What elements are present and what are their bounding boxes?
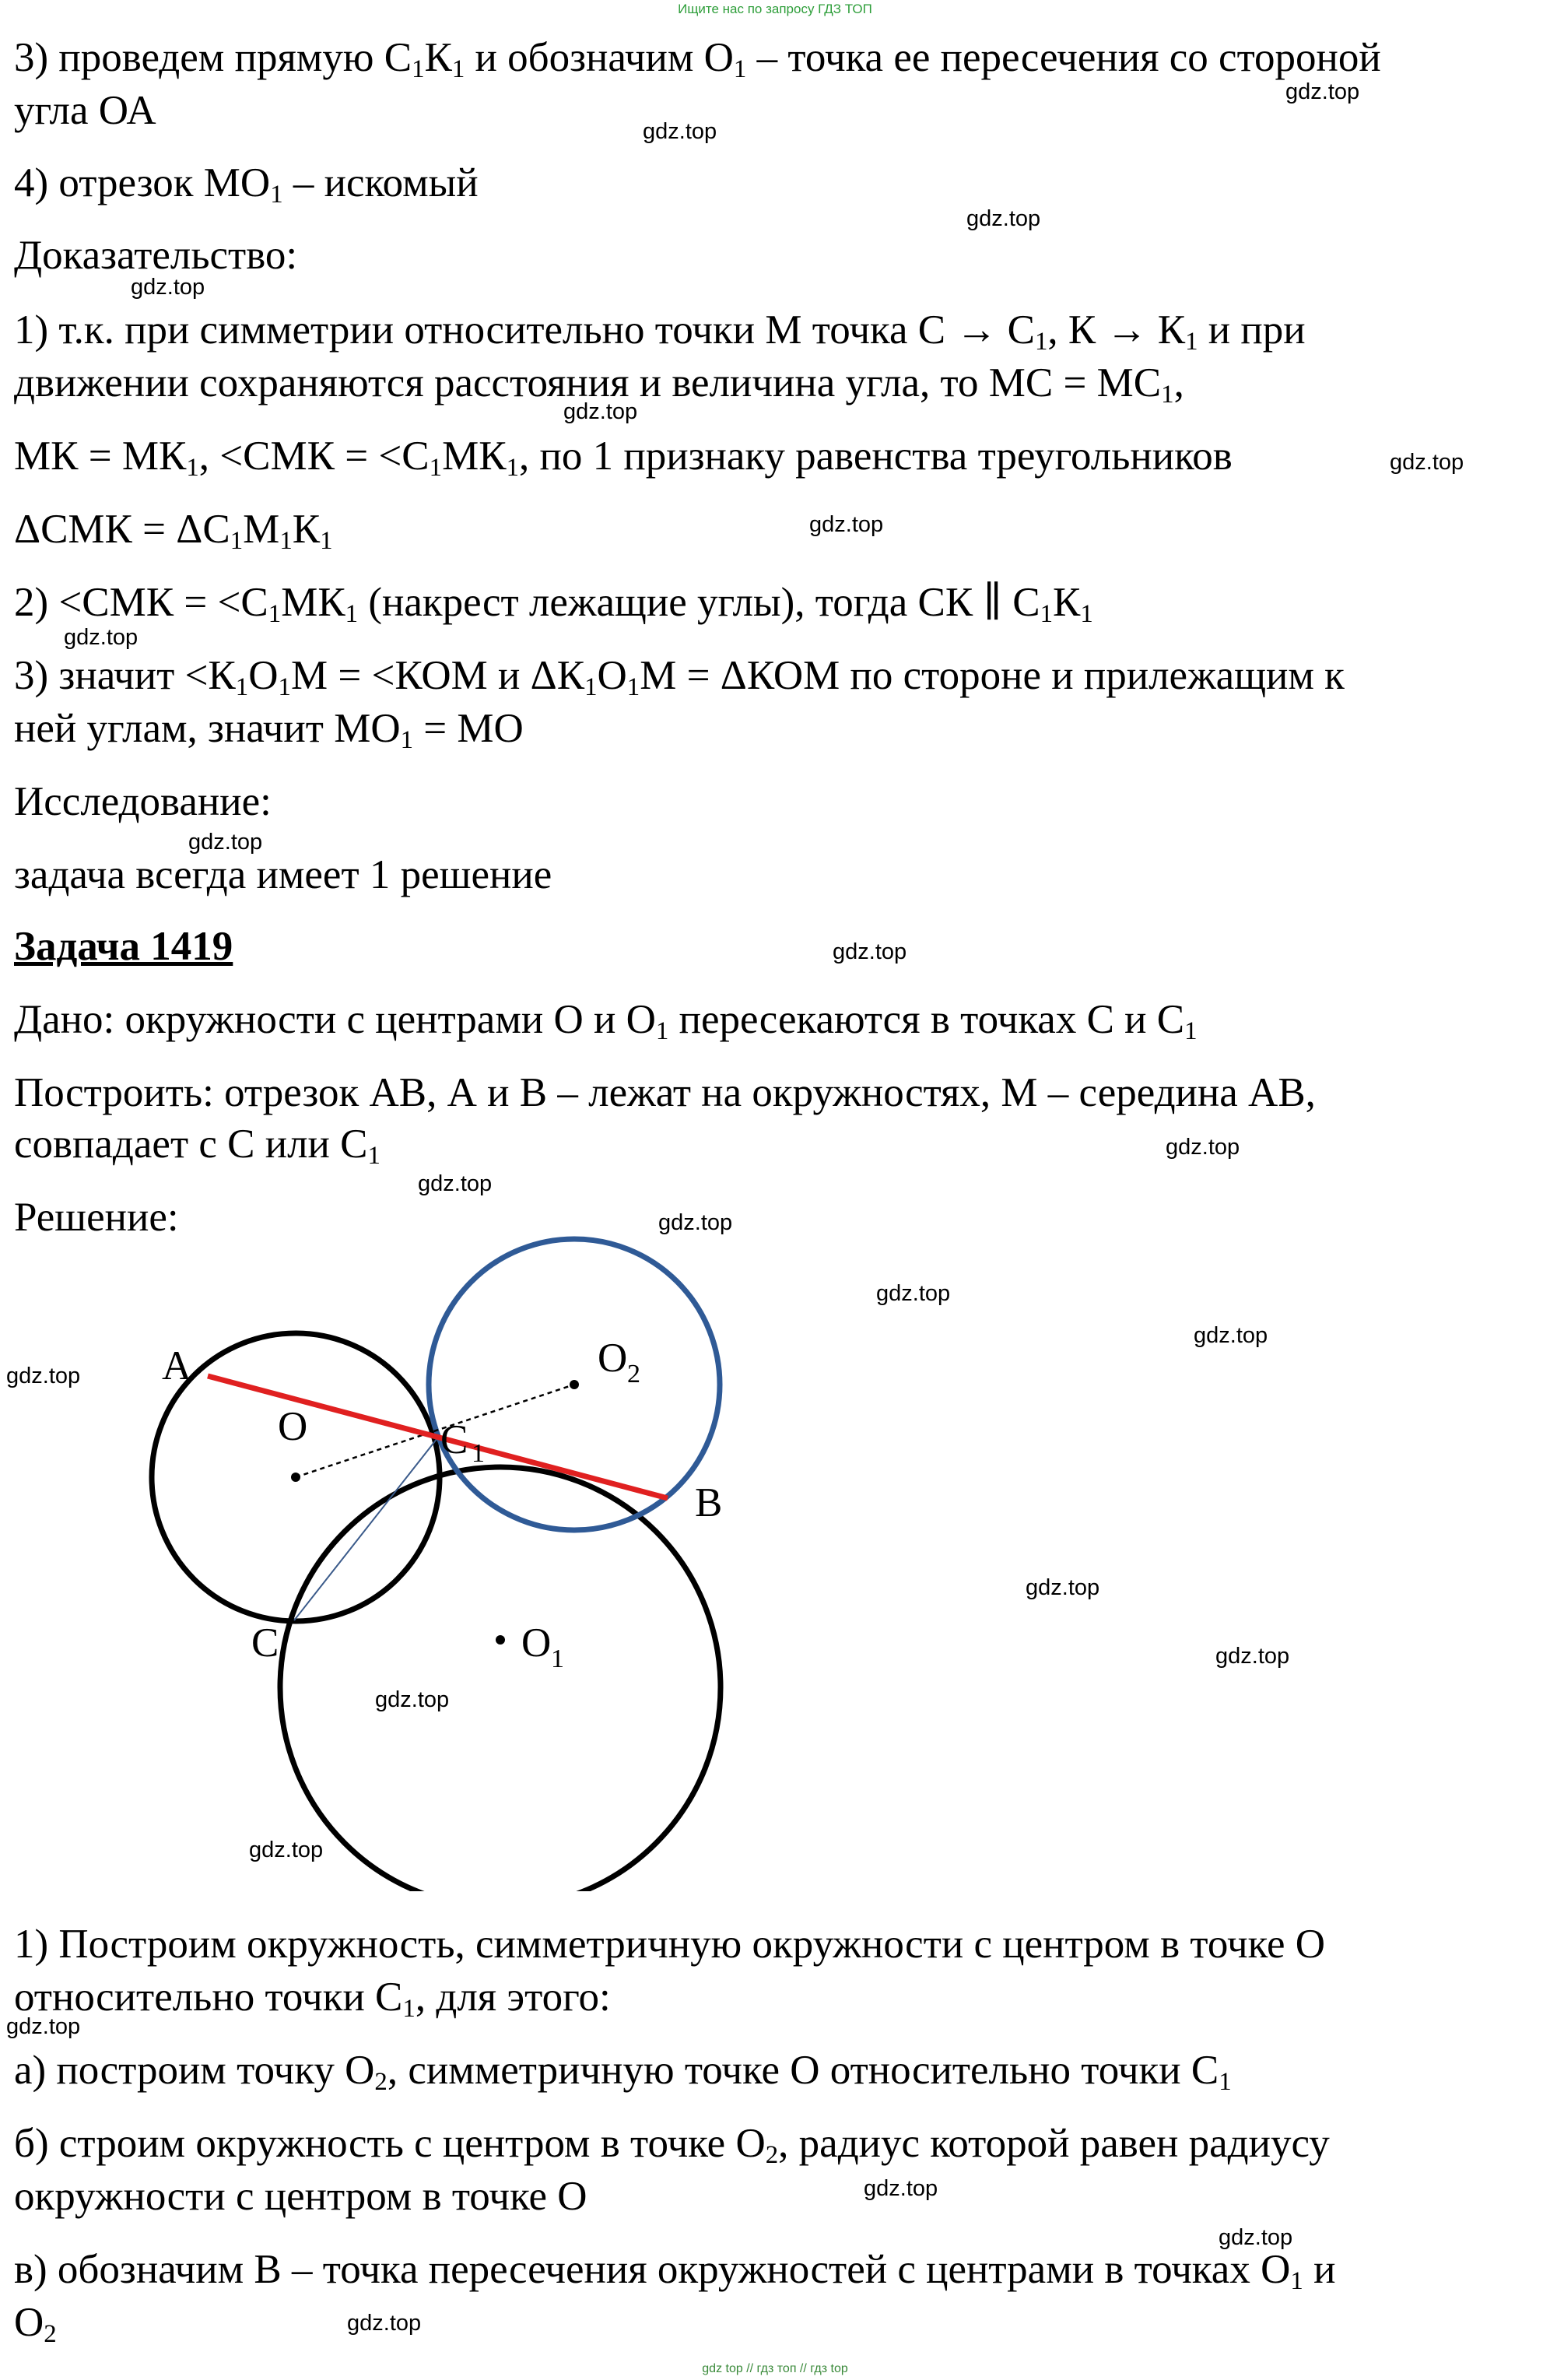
step-a-line: а) построим точку $О_2$, симметричную точке О относительно точки $С_1$	[14, 2048, 1232, 2097]
geometry-figure	[0, 1230, 1550, 1891]
text-line-1: 3) проведем прямую $С_1К_1$ и обозначим $О_1$ – точка ее пересечения со стороной	[14, 35, 1381, 84]
watermark: gdz.top	[1215, 1644, 1290, 1669]
label-b: B	[695, 1480, 723, 1525]
step-1-line-1: 1) Построим окружность, симметричную окружности с центром в точке О	[14, 1922, 1326, 1967]
step-b-line-1: б) строим окружность с центром в точке $О_2$, радиус которой равен радиусу	[14, 2121, 1330, 2170]
watermark: gdz.top	[418, 1171, 493, 1196]
label-o2: O	[598, 1336, 628, 1381]
label-a: A	[162, 1343, 192, 1388]
point-o2	[570, 1380, 579, 1389]
step-b-line-2: окружности с центром в точке О	[14, 2174, 587, 2219]
watermark: gdz.top	[6, 1364, 81, 1388]
watermark: gdz.top	[347, 2311, 422, 2336]
text-line-11: ней углам, значит $МО_1$ = МО	[14, 706, 524, 755]
step-1-line-2: относительно точки $С_1$, для этого:	[14, 1975, 611, 2024]
watermark: gdz.top	[249, 1838, 324, 1862]
watermark: gdz.top	[1194, 1323, 1268, 1348]
step-c-line-1: в) обозначим В – точка пересечения окружностей с центрами в точках $О_1$ и	[14, 2247, 1336, 2296]
construct-line-2: совпадает с С или $С_1$	[14, 1122, 380, 1171]
research-heading: Исследование:	[14, 779, 272, 824]
watermark: gdz.top	[1166, 1135, 1240, 1160]
text-line-2: угла ОА	[14, 88, 156, 133]
text-line-6: движении сохраняются расстояния и величина угла, то МС = $МС_1$,	[14, 360, 1184, 409]
text-line-10: 3) значит $<К_1О_1М = <КОМ$ и $\Delta К_1О_1М = \Delta КОМ$ по стороне и прилежащим к	[14, 653, 1345, 702]
label-c1-sub: 1	[472, 1439, 485, 1468]
label-o1: O	[521, 1620, 552, 1666]
given-line: Дано: окружности с центрами О и $О_1$ пересекаются в точках С и $С_1$	[14, 997, 1198, 1046]
text-line-3: 4) отрезок $МО_1$ – искомый	[14, 160, 479, 209]
label-c1: C	[440, 1417, 468, 1462]
segment-c-c1	[294, 1438, 437, 1620]
text-line-7: МК = $МК_1$, $<СМК = <С_1МК_1$, по 1 признаку равенства треугольников	[14, 434, 1233, 483]
bottom-banner[interactable]: gdz top // гдз топ // гдз top	[702, 2362, 848, 2375]
watermark: gdz.top	[64, 625, 139, 650]
circle-o1	[280, 1467, 721, 1891]
proof-heading: Доказательство:	[14, 233, 298, 278]
text-line-9: $2) <СМК = <С_1МК_1$ (накрест лежащие углы), тогда СК ∥ $С_1К_1$	[14, 580, 1093, 629]
watermark: gdz.top	[1285, 79, 1360, 104]
top-banner[interactable]: Ищите нас по запросу ГДЗ ТОП	[678, 2, 872, 16]
label-o: O	[278, 1404, 308, 1449]
text-line-8: $\Delta СМК = \Delta С_1М_1К_1$	[14, 507, 333, 556]
watermark: gdz.top	[1026, 1575, 1100, 1600]
watermark: gdz.top	[658, 1210, 733, 1235]
watermark: gdz.top	[643, 119, 717, 144]
label-o2-sub: 2	[627, 1360, 640, 1388]
watermark: gdz.top	[864, 2176, 938, 2201]
watermark: gdz.top	[375, 1687, 450, 1712]
watermark: gdz.top	[6, 2014, 81, 2039]
text-line-5: 1) т.к. при симметрии относительно точки М точка $С \to С_1$, $К \to К_1$ и при	[14, 307, 1306, 356]
text-line-13: задача всегда имеет 1 решение	[14, 852, 552, 897]
watermark: gdz.top	[131, 275, 205, 300]
watermark: gdz.top	[188, 830, 263, 855]
step-c-line-2: $О_2$	[14, 2300, 57, 2349]
watermark: gdz.top	[833, 939, 907, 964]
watermark: gdz.top	[1390, 450, 1464, 475]
watermark: gdz.top	[966, 206, 1041, 231]
watermark: gdz.top	[809, 512, 884, 537]
label-c: C	[251, 1620, 279, 1666]
problem-title: Задача 1419	[14, 924, 233, 969]
watermark: gdz.top	[563, 399, 638, 424]
point-o1	[496, 1635, 505, 1645]
solution-heading: Решение:	[14, 1195, 179, 1240]
point-o	[291, 1473, 300, 1482]
watermark: gdz.top	[876, 1281, 951, 1306]
watermark: gdz.top	[1219, 2225, 1293, 2250]
construct-line-1: Построить: отрезок АВ, А и В – лежат на окружностях, М – середина АВ,	[14, 1070, 1316, 1115]
label-o1-sub: 1	[551, 1645, 564, 1673]
